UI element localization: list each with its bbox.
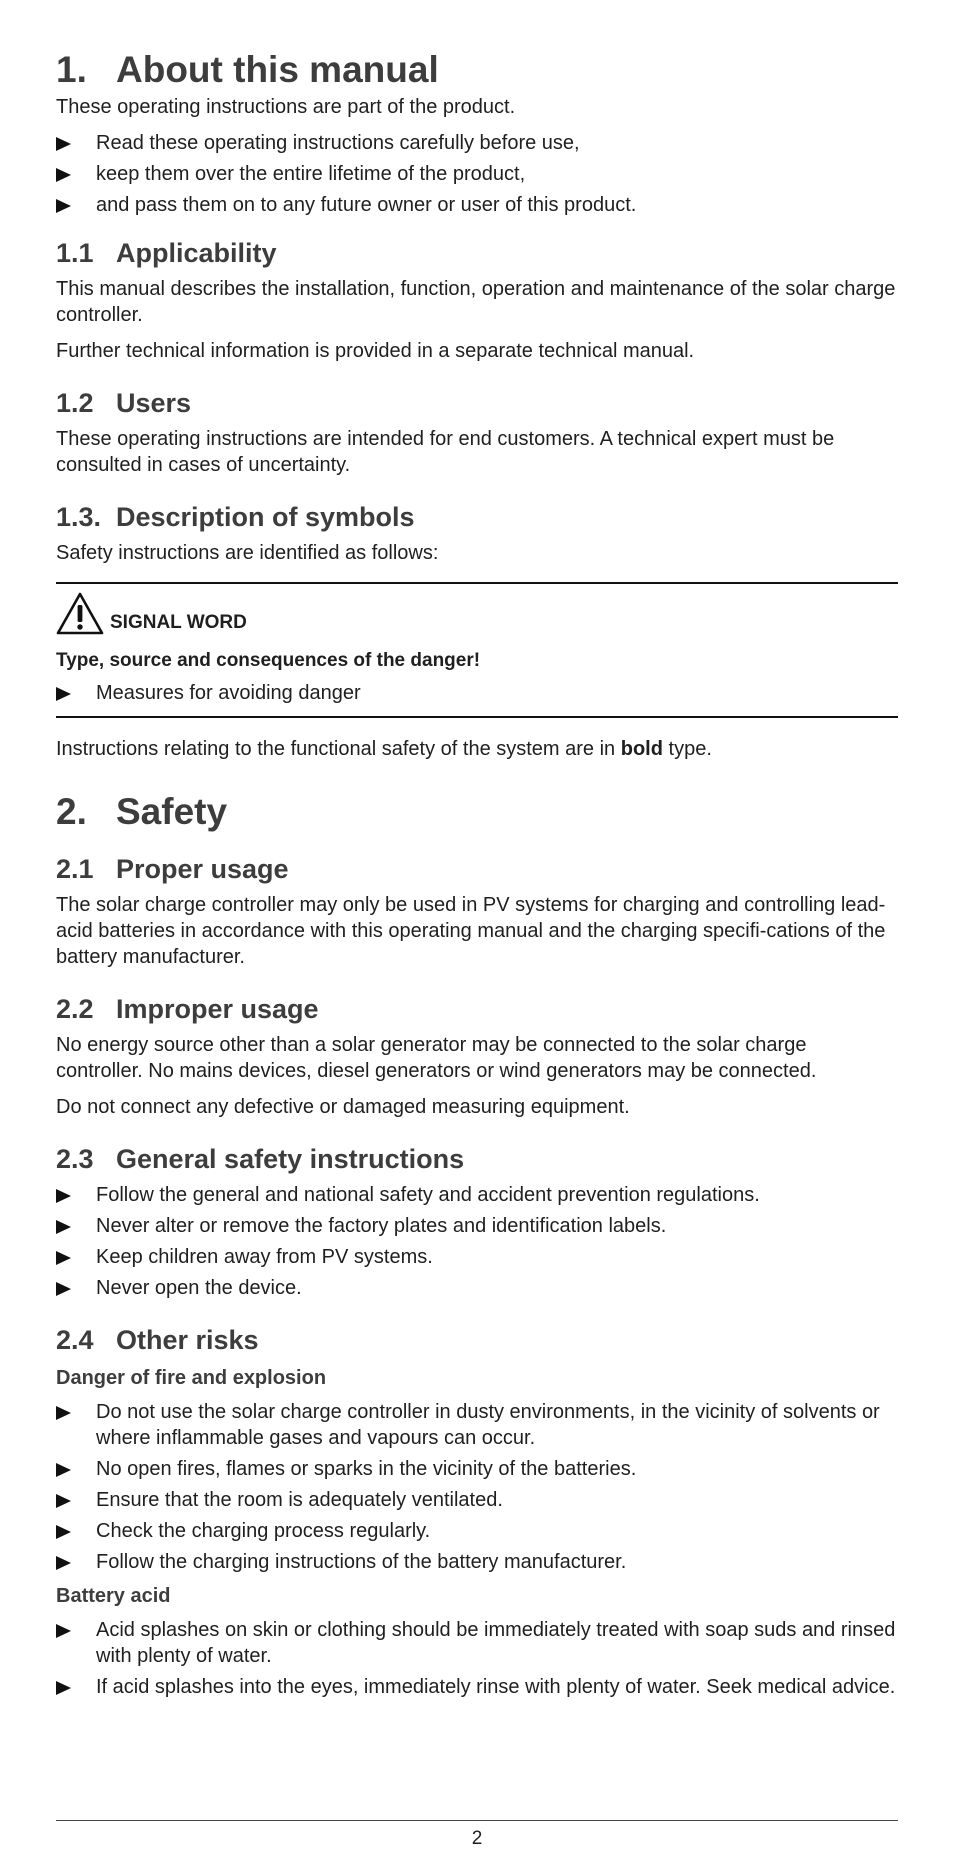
triangle-bullet-icon	[56, 1282, 71, 1296]
battery-acid-list	[56, 1617, 898, 1700]
section-2-1-paragraph: The solar charge controller may only be used in PV systems for charging and controlling lead-acid batteries in accordance with this operating manual and the charging specifi-cations of the battery manufacturer.	[56, 894, 886, 968]
triangle-bullet-icon	[56, 137, 71, 151]
triangle-bullet-icon	[56, 1220, 71, 1234]
section-2-2-paragraph: No energy source other than a solar generator may be connected to the solar charge controller. No mains devices, diesel generators or wind generators may be connected.	[56, 1034, 817, 1082]
list-item: and pass them on to any future owner or user of this product.	[56, 192, 898, 218]
section-1-1-heading: 1.1 Applicability	[56, 238, 277, 268]
section-2-4-heading: 2.4 Other risks	[56, 1325, 259, 1355]
list-item: Keep children away from PV systems.	[56, 1244, 898, 1270]
section-2-2-paragraph: Do not connect any defective or damaged measuring equipment.	[56, 1096, 630, 1118]
general-safety-list	[56, 1182, 898, 1301]
list-item: Never alter or remove the factory plates and identification labels.	[56, 1213, 898, 1239]
triangle-bullet-icon	[56, 1189, 71, 1203]
list-item: No open fires, flames or sparks in the vicinity of the batteries.	[56, 1456, 898, 1482]
warning-box	[56, 582, 898, 718]
section-1-3-heading: 1.3. Description of symbols	[56, 502, 415, 532]
list-item: Ensure that the room is adequately ventilated.	[56, 1487, 898, 1513]
section-2-heading: 2. Safety	[56, 791, 228, 832]
triangle-bullet-icon	[56, 687, 71, 701]
warning-triangle-icon	[56, 592, 104, 636]
signal-word-row	[56, 592, 898, 636]
page-number: 2	[471, 1828, 483, 1849]
triangle-bullet-icon	[56, 199, 71, 213]
warning-measures-list	[56, 680, 898, 706]
signal-word: SIGNAL WORD	[110, 612, 247, 633]
section-1-2-paragraph: These operating instructions are intended for end customers. A technical expert must be consulted in cases of uncertainty.	[56, 428, 835, 476]
triangle-bullet-icon	[56, 1494, 71, 1508]
triangle-bullet-icon	[56, 168, 71, 182]
list-item: If acid splashes into the eyes, immediately rinse with plenty of water. Seek medical advice.	[56, 1674, 898, 1700]
triangle-bullet-icon	[56, 1556, 71, 1570]
list-item: keep them over the entire lifetime of the product,	[56, 161, 898, 187]
fire-explosion-subheading: Danger of fire and explosion	[56, 1367, 327, 1389]
section-1-intro: These operating instructions are part of the product.	[56, 96, 516, 118]
list-item: Never open the device.	[56, 1275, 898, 1301]
section-1-3-paragraph: Safety instructions are identified as follows:	[56, 542, 439, 564]
section-2-2-heading: 2.2 Improper usage	[56, 994, 319, 1024]
list-item: Acid splashes on skin or clothing should be immediately treated with soap suds and rinsed with plenty of water.	[56, 1617, 898, 1669]
section-1-1-paragraph: This manual describes the installation, function, operation and maintenance of the solar charge controller.	[56, 278, 896, 326]
list-item: Read these operating instructions carefully before use,	[56, 130, 898, 156]
triangle-bullet-icon	[56, 1406, 71, 1420]
triangle-bullet-icon	[56, 1624, 71, 1638]
section-1-bullet-list	[56, 130, 898, 218]
list-item: Follow the charging instructions of the battery manufacturer.	[56, 1549, 898, 1575]
footer-rule	[56, 1820, 898, 1821]
triangle-bullet-icon	[56, 1525, 71, 1539]
section-1-1-paragraph: Further technical information is provided in a separate technical manual.	[56, 340, 695, 362]
danger-type-line: Type, source and consequences of the danger!	[56, 650, 481, 671]
section-2-3-heading: 2.3 General safety instructions	[56, 1144, 465, 1174]
fire-explosion-list	[56, 1399, 898, 1575]
triangle-bullet-icon	[56, 1681, 71, 1695]
list-item: Check the charging process regularly.	[56, 1518, 898, 1544]
section-1-2-heading: 1.2 Users	[56, 388, 192, 418]
triangle-bullet-icon	[56, 1463, 71, 1477]
list-item: Measures for avoiding danger	[56, 680, 898, 706]
list-item: Do not use the solar charge controller in dusty environments, in the vicinity of solvents or where inflammable gases and vapours can occur.	[56, 1399, 898, 1451]
bold-instructions-note: Instructions relating to the functional safety of the system are in bold type.	[56, 738, 712, 760]
section-2-1-heading: 2.1 Proper usage	[56, 854, 289, 884]
triangle-bullet-icon	[56, 1251, 71, 1265]
list-item: Follow the general and national safety and accident prevention regulations.	[56, 1182, 898, 1208]
battery-acid-subheading: Battery acid	[56, 1585, 171, 1607]
section-1-heading: 1. About this manual	[56, 49, 439, 90]
